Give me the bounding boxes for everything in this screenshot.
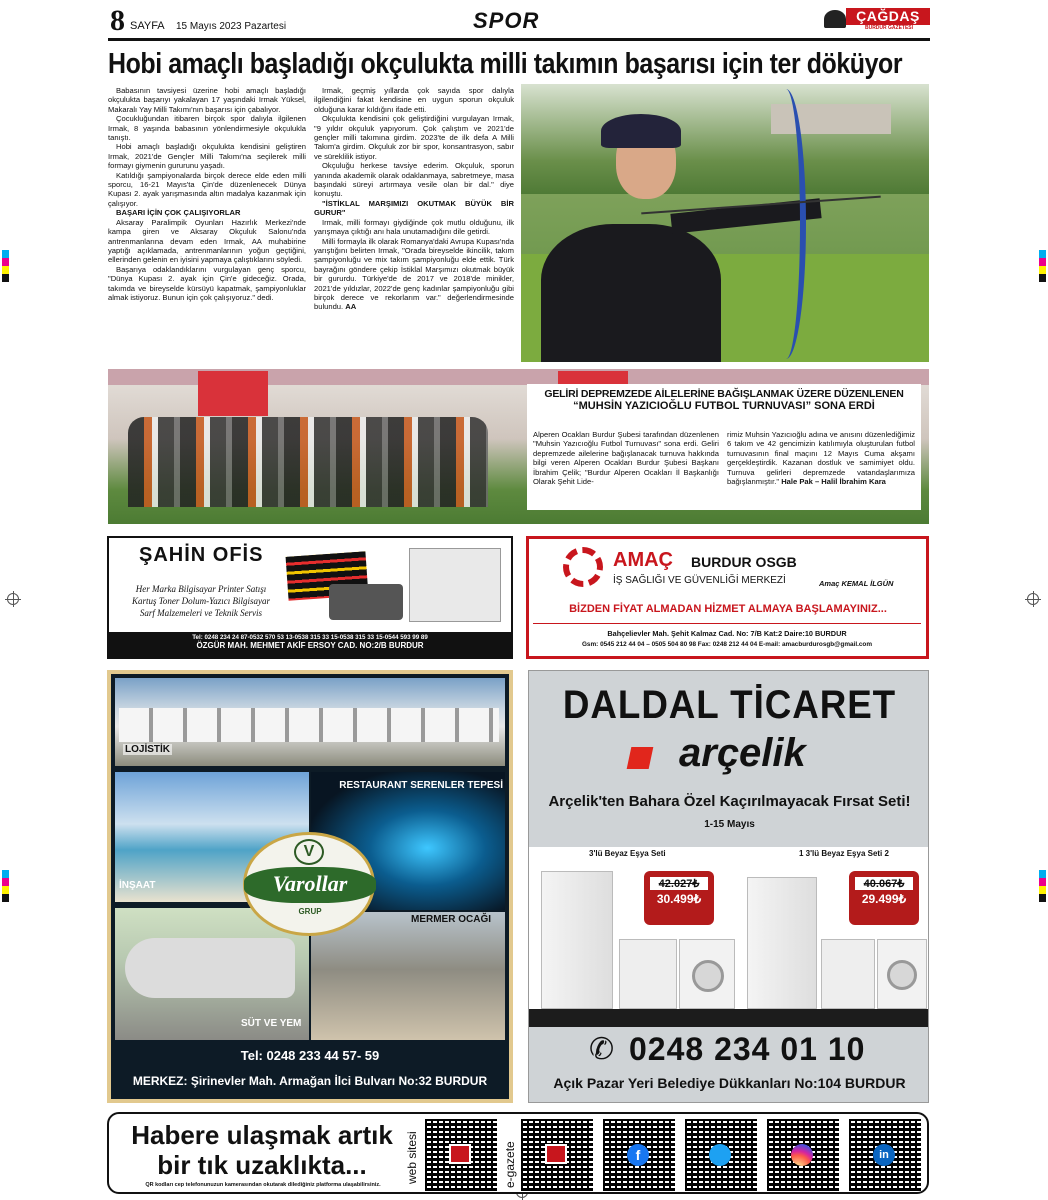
gazete-logo-icon	[545, 1144, 567, 1164]
paragraph: Irmak, geçmiş yıllarda çok sayıda spor dalıyla ilgilendiğini fakat kendisine en uygun sporun okçuluk olduğuna karar kıldığını ifade etti.	[314, 86, 514, 114]
issue-date: 15 Mayıs 2023 Pazartesi	[176, 21, 287, 32]
page-header	[108, 4, 930, 44]
page-label: SAYFA	[130, 20, 165, 32]
printer-icon	[329, 584, 403, 620]
photo-bow	[766, 89, 806, 359]
sahin-line-3: Sarf Malzemeleri ve Teknik Servis	[139, 608, 263, 618]
paragraph: Çocukluğundan itibaren birçok spor dalıyla ilgilenen Irmak, 8 yaşında babasının yönlendirmesiyle okçulukla tanıştı.	[108, 114, 306, 143]
amac-brand: AMAÇ	[613, 549, 673, 571]
amac-brand-2: BURDUR OSGB	[691, 554, 797, 570]
paragraph: Okçulukta kendisini çok geliştirdiğini vurgulayan Irmak, "9 yıldır okçuluk yapıyorum. Çok çalıştım ve 2021'de gençler milli takımına girdim. 2023'te de ilk defa A Milli Takım'a girdim. Okçuluk zor bir spor, konsantrasyon, sabır ve süreklilik istiyor.	[314, 114, 514, 161]
sahin-contact-bar	[109, 632, 511, 657]
subheading: "İSTİKLAL MARŞIMIZI OKUTMAK BÜYÜK BİR GURUR"	[314, 198, 514, 218]
varollar-logo-v: V	[294, 839, 324, 865]
photo-flag	[198, 371, 268, 416]
varollar-logo-sub: GRUP	[298, 907, 322, 916]
archer-photo	[521, 84, 929, 362]
article-column-1	[108, 86, 306, 302]
sahin-brand: ŞAHİN OFİS	[139, 544, 264, 566]
set2-label: 1 3'lü Beyaz Eşya Seti 2	[799, 849, 889, 858]
article-headline: Hobi amaçlı başladığı okçulukta milli takımın başarısı için ter döküyor	[108, 48, 903, 80]
page-number: 8	[110, 4, 125, 37]
paragraph: Babasının tavsiyesi üzerine hobi amaçlı başladığı okçulukta başarıyı yakalayan 17 yaşındaki Irmak Yüksel, Makaralı Yay Milli Takımı'nın başarısı için çabalıyor.	[108, 86, 306, 114]
daldal-promo: Arçelik'ten Bahara Özel Kaçırılmayacak Fırsat Seti!	[548, 793, 911, 810]
tournament-byline: Hale Pak – Halil İbrahim Kara	[781, 477, 886, 487]
section-title: SPOR	[473, 8, 540, 33]
paragraph-text: Milli formayla ilk olarak Romanya'daki Avrupa Kupası'nda yarıştığını belirten Irmak, "Orada bireyselde ikincilik, takım şampiyonluğu ve mix takım şampiyonluğu elde ettik. Türk bayrağını göndere çekip İstiklal Marşımızı okutmak büyük bir gururdu. Türkiye'de de 2017 ve 2018'de minikler, 2021'de yıldızlar, 2022'de genç kadınlar şampiyonluğu gibi birçok derece ve rekorlarım var." değerlendirmesinde bulundu.	[314, 236, 514, 312]
tournament-article	[527, 384, 921, 510]
amac-subtitle: İŞ SAĞLIĞI VE GÜVENLİĞİ MERKEZİ	[613, 575, 786, 586]
washer-icon	[877, 939, 927, 1009]
mermer-photo	[311, 912, 505, 1040]
tournament-text: rimiz Muhsin Yazıcıoğlu adına ve anısını düzenlediğimiz 6 takım ve 42 gencimizin katılımıyla oluşturulan futbol turnuvasının final maçını 12 Mayıs Cuma akşamı gerçekleştirdik. Kazanan dostluk ve samimiyet oldu. Turnuva gelirleri depremzede vatandaşlarımıza bağışlanmıştır."	[727, 430, 915, 487]
qr-footer	[107, 1112, 929, 1194]
sut-label: SÜT VE YEM	[241, 1018, 302, 1029]
washer-door-icon	[887, 960, 917, 990]
logo-emblem-icon	[824, 10, 846, 28]
photo-archer-body	[541, 224, 721, 362]
truck-row	[119, 708, 499, 742]
varollar-logo	[243, 832, 375, 936]
sahin-line-2: Kartuş Toner Dolum-Yazıcı Bilgisayar	[131, 596, 271, 606]
tournament-col-left: Alperen Ocakları Burdur Şubesi tarafından düzenlenen "Muhsin Yazıcıoğlu Futbol Turnuvası" sona erdi. Geliri depremzede ailelerine bağışlanacak turnuva hakkında bilgi veren Alperen Ocakları Burdur Şubesi Başkanı İbrahim Çelik; "Burdur Alperen Ocakları İl Başkanlığı Olarak Şehit Lide-	[533, 430, 719, 487]
set2-new-price: 29.499₺	[861, 892, 907, 906]
ad-daldal	[528, 670, 929, 1103]
ad-sahin-ofis	[107, 536, 513, 659]
amac-slogan: BİZDEN FİYAT ALMADAN HİZMET ALMAYA BAŞLAMAYINIZ...	[569, 603, 887, 615]
varollar-logo-text: Varollar	[272, 871, 348, 896]
web-label: web sitesi	[405, 1131, 419, 1184]
set1-price-box	[644, 871, 714, 925]
amac-address: Bahçelievler Mah. Şehit Kalmaz Cad. No: 7/B Kat:2 Daire:10 BURDUR	[607, 629, 847, 638]
registration-mark	[7, 593, 19, 605]
footer-line-1: Habere ulaşmak artık	[131, 1120, 393, 1150]
registration-mark	[1027, 593, 1039, 605]
arcelik-brand: arçelik	[679, 731, 806, 775]
lojistik-label: LOJİSTİK	[125, 744, 171, 755]
mermer-label: MERMER OCAĞI	[411, 914, 491, 925]
tournament-headline: GELİRİ DEPREMZEDE AİLELERİNE BAĞIŞLANMAK ÜZERE DÜZENLENEN	[544, 388, 904, 400]
amac-person: Amaç KEMAL İLGÜN	[819, 579, 894, 588]
insaat-label: İNŞAAT	[119, 880, 156, 891]
dishwasher-icon	[821, 939, 875, 1009]
paragraph: Irmak, milli formayı giydiğinde çok mutlu olduğunu, ilk yarışmaya çıktığı anı hala unutamadığını dile getirdi.	[314, 217, 514, 237]
article-column-2	[314, 86, 514, 312]
photo-trees	[521, 84, 929, 194]
ad-amac-osgb	[526, 536, 929, 659]
site-logo-icon	[449, 1144, 471, 1164]
energy-labels	[529, 1009, 929, 1027]
daldal-phone: 0248 234 01 10	[629, 1031, 866, 1067]
paragraph	[314, 237, 514, 312]
paragraph: Hobi amaçlı başladığı okçulukta kendisini geliştiren Irmak, 2021'de Gençler Milli Takımı'na seçilerek milli formayı giymenin gururunu yaşadı.	[108, 142, 306, 171]
lojistik-photo	[115, 678, 505, 766]
footer-line-2: bir tık uzaklıkta...	[157, 1150, 367, 1180]
tanker-truck	[125, 938, 295, 998]
paragraph: Başarıya odaklandıklarını vurgulayan genç sporcu, "Dünya Kupası 2. ayak için Çin'e gideceğiz. Orada, takımda ve bireyselde kürsüyü kapatmak, şampiyonluklar almak istiyoruz. Bunun için çok çalışıyoruz." dedi.	[108, 264, 306, 302]
linkedin-icon: in	[873, 1144, 895, 1166]
arcelik-logo-icon	[627, 747, 654, 769]
restaurant-label: RESTAURANT SERENLER TEPESİ	[339, 780, 503, 791]
paragraph: Okçuluğu herkese tavsiye ederim. Okçuluk, sporun yanında akademik olarak odaklanmaya, sabretmeye, masa başındaki süreyi artırmaya vesile olan bir dal." diye konuştu.	[314, 161, 514, 199]
gear-icon	[563, 547, 603, 587]
twitter-icon	[709, 1144, 731, 1166]
tournament-col-right	[727, 430, 915, 486]
color-bar	[2, 870, 9, 902]
daldal-address: Açık Pazar Yeri Belediye Dükkanları No:104 BURDUR	[553, 1075, 906, 1091]
varollar-tel: Tel: 0248 233 44 57- 59	[240, 1048, 380, 1063]
color-bar	[1039, 870, 1046, 902]
set1-old-price: 42.027₺	[650, 877, 708, 890]
news-agency: AA	[345, 302, 357, 312]
daldal-dates: 1-15 Mayıs	[704, 819, 755, 830]
amac-divider	[533, 623, 921, 624]
set2-price-box	[849, 871, 919, 925]
set1-new-price: 30.499₺	[656, 892, 702, 906]
ad-varollar	[107, 670, 513, 1103]
washer-door-icon	[692, 960, 724, 992]
footer-note: QR kodları cep telefonunuzun kamerasından okutarak dilediğiniz platforma ulaşabilirsiniz.	[145, 1182, 381, 1188]
photo-group	[128, 417, 488, 507]
dishwasher-icon	[619, 939, 677, 1009]
newspaper-logo	[824, 8, 930, 32]
fridge-icon	[541, 871, 613, 1009]
header-rule	[108, 38, 930, 41]
set1-label: 3'lü Beyaz Eşya Seti	[589, 849, 666, 858]
sahin-line-1: Her Marka Bilgisayar Printer Satışı	[135, 584, 267, 594]
paragraph: Aksaray Paralimpik Oyunları Hazırlık Merkezi'nde kampa giren ve Aksaray Okçuluk Salonu'nda antrenmanlarına devam eden Irmak, AA muhabirine yaptığı açıklamada, antrenmanlarının yoğun geçtiğini, ellerinden gelenin en iyisini yapmaya çalıştıklarını söyledi.	[108, 217, 306, 265]
paragraph: Katıldığı şampiyonalarda birçok derece elde eden milli sporcu, 16-21 Mayıs'ta Çin'de düzenlenecek Dünya Kupası 2. ayak yarışmasında altın madalya kazanmak için çalışıyor.	[108, 170, 306, 208]
color-bar	[1039, 250, 1046, 282]
color-bar	[2, 250, 9, 282]
sahin-address: ÖZGÜR MAH. MEHMET AKİF ERSOY CAD. NO:2/B BURDUR	[196, 641, 424, 650]
logo-wordmark: ÇAĞDAŞ	[846, 8, 930, 25]
varollar-address: MERKEZ: Şirinevler Mah. Armağan İlci Bulvarı No:32 BURDUR	[132, 1074, 488, 1088]
copier-icon	[409, 548, 501, 622]
subheading: BAŞARI İÇİN ÇOK ÇALIŞIYORLAR	[116, 208, 241, 218]
instagram-icon	[791, 1144, 813, 1166]
phone-icon: ✆	[589, 1033, 615, 1066]
photo-archer-cap	[601, 114, 681, 148]
tournament-headline-2: “MUHSİN YAZICIOĞLU FUTBOL TURNUVASI” SONA ERDİ	[573, 400, 875, 412]
fridge-icon	[747, 877, 817, 1009]
amac-contact: Gsm: 0545 212 44 04 – 0505 504 80 98 Fax: 0248 212 44 04 E-mail: amacburdurosgb@gmail.com	[581, 641, 873, 648]
facebook-icon: f	[627, 1144, 649, 1166]
egazete-label: e-gazete	[503, 1141, 517, 1188]
logo-subtitle: BURDUR GAZETESİ	[864, 25, 914, 31]
set2-old-price: 40.067₺	[855, 877, 913, 890]
daldal-title: DALDAL TİCARET	[562, 683, 897, 727]
sahin-phones: Tel: 0248 234 24 87-0532 570 53 13-0538 315 33 15-0538 315 33 15-0544 593 99 89	[192, 634, 428, 641]
washer-icon	[679, 939, 735, 1009]
